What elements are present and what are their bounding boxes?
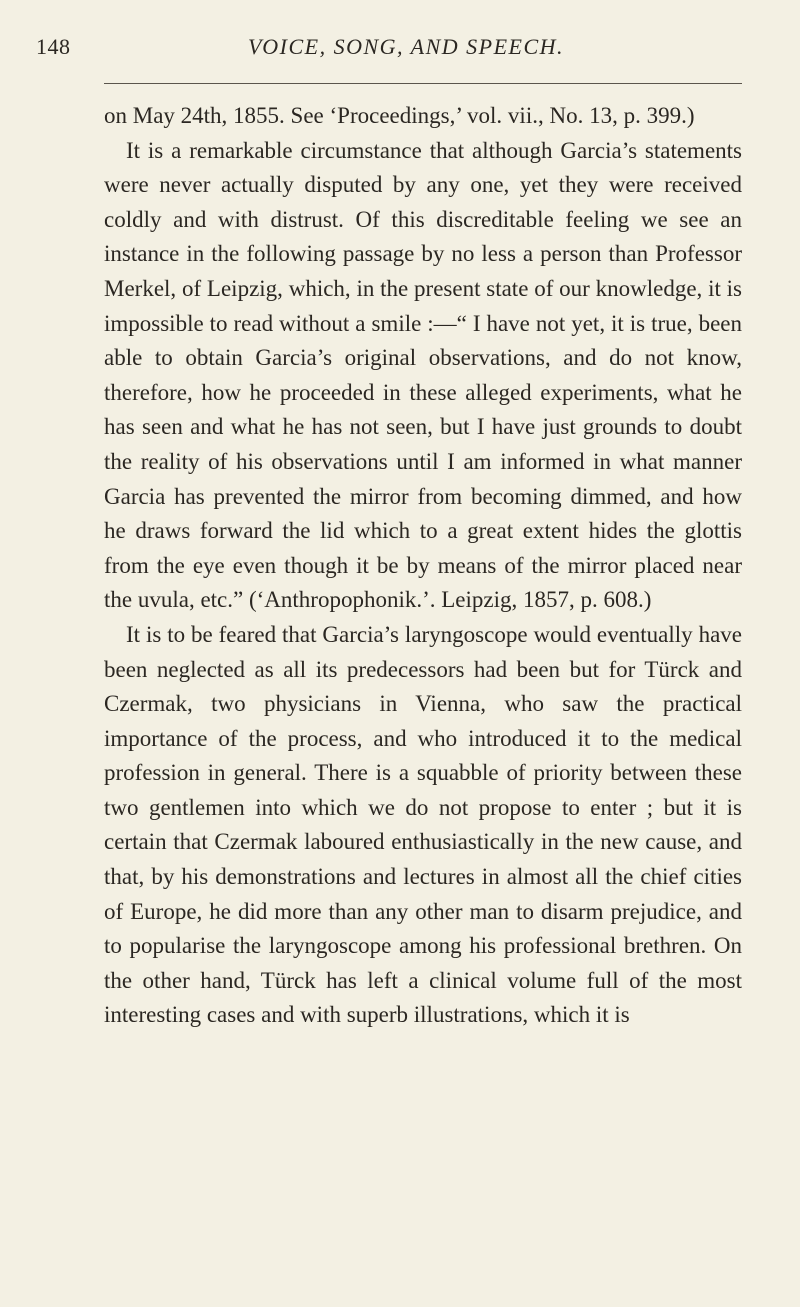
page-header [36, 34, 776, 64]
paragraph-continuation: on May 24th, 1855. See ‘Proceedings,’ vol. vii., No. 13, p. 399.) [104, 103, 695, 128]
header-rule [104, 83, 742, 84]
body-text [104, 99, 742, 1033]
paragraph: It is to be feared that Garcia’s laryngoscope would eventually have been neglected as all its predecessors had been but for Türck and Czermak, two physicians in Vienna, who saw the practical importance of the process, and who introduced it to the medical profession in general. There is a squabble of priority between these two gentlemen into which we do not propose to enter ; but it is certain that Czermak laboured enthusiastically in the new cause, and that, by his demonstrations and lectures in almost all the chief cities of Europe, he did more than any other man to disarm prejudice, and to popularise the laryngoscope among his professional brethren. On the other hand, Türck has left a clinical volume full of the most interesting cases and with superb illustrations, which it is [104, 621, 742, 1028]
page-number: 148 [36, 34, 71, 59]
running-head: VOICE, SONG, AND SPEECH. [247, 34, 565, 59]
paragraph: It is a remarkable circumstance that although Garcia’s statements were never actually disputed by any one, yet they were received coldly and with distrust. Of this discreditable feeling we see an instance in the following passage by no less a person than Professor Merkel, of Leipzig, which, in the present state of our knowledge, it is impossible to read without a smile :—“ I have not yet, it is true, been able to obtain Garcia’s original observations, and do not know, therefore, how he proceeded in these alleged experiments, what he has seen and what he has not seen, but I have just grounds to doubt the reality of his observations until I am informed in what manner Garcia has prevented the mirror from becoming dimmed, and how he draws forward the lid which to a great extent hides the glottis from the eye even though it be by means of the mirror placed near the uvula, etc.” (‘Anthropophonik.’. Leipzig, 1857, p. 608.) [104, 137, 742, 613]
